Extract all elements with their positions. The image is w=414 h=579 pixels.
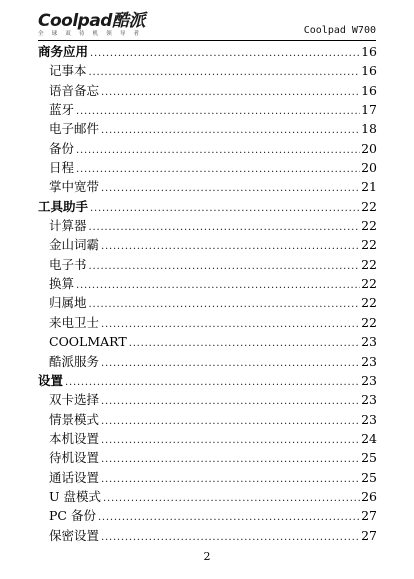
toc-page-number: 20 (361, 140, 377, 156)
toc-entry-row[interactable] (38, 448, 377, 467)
toc-page-number: 23 (361, 334, 377, 350)
toc-entry-title: 通话设置 (49, 469, 100, 485)
dot-leader (65, 373, 360, 390)
toc-entry-row[interactable] (38, 429, 377, 448)
toc-page-number: 22 (361, 198, 377, 214)
toc-entry-row[interactable] (38, 274, 377, 293)
toc-page-number: 22 (361, 295, 377, 311)
toc-entry-row[interactable] (38, 119, 377, 138)
toc-entry-row[interactable] (38, 506, 377, 525)
toc-entry-title: 商务应用 (38, 44, 89, 59)
toc-page-number: 22 (361, 314, 377, 330)
toc-entry-row[interactable] (38, 235, 377, 254)
dot-leader (101, 412, 360, 429)
table-of-contents (38, 42, 377, 545)
toc-entry-title: COOLMART (49, 334, 127, 350)
toc-entry-row[interactable] (38, 313, 377, 332)
toc-entry-row[interactable] (38, 177, 377, 196)
dot-leader (101, 431, 360, 448)
toc-entry-title: 酷派服务 (49, 353, 100, 369)
toc-page-number: 23 (361, 372, 377, 388)
toc-section-row[interactable] (38, 42, 377, 61)
toc-entry-title: 蓝牙 (49, 102, 75, 118)
toc-entry-row[interactable] (38, 293, 377, 312)
dot-leader (76, 276, 360, 293)
toc-page-number: 16 (361, 82, 377, 98)
dot-leader (101, 121, 360, 138)
toc-entry-row[interactable] (38, 61, 377, 80)
dot-leader (101, 450, 360, 467)
dot-leader (101, 315, 360, 332)
toc-entry-title: 金山词霸 (49, 237, 100, 253)
dot-leader (76, 160, 360, 177)
toc-entry-title: 记事本 (49, 63, 87, 79)
dot-leader (101, 528, 360, 545)
page-header (0, 0, 414, 44)
dot-leader (76, 102, 360, 119)
toc-entry-title: 语音备忘 (49, 82, 100, 98)
dot-leader (90, 199, 360, 216)
dot-leader (89, 257, 361, 274)
toc-page-number: 27 (361, 508, 377, 524)
dot-leader (101, 392, 360, 409)
toc-entry-row[interactable] (38, 468, 377, 487)
toc-page-number: 24 (361, 430, 377, 446)
toc-entry-title: 备份 (49, 140, 75, 156)
toc-page-number: 26 (361, 488, 377, 504)
coolpad-logo (38, 11, 145, 38)
toc-entry-title: 掌中宽带 (49, 179, 100, 195)
toc-entry-title: 电子书 (49, 256, 87, 272)
dot-leader (103, 489, 360, 506)
model-name: Coolpad W700 (303, 25, 376, 36)
toc-entry-row[interactable] (38, 390, 377, 409)
toc-section-row[interactable] (38, 371, 377, 390)
toc-entry-row[interactable] (38, 487, 377, 506)
toc-page-number: 25 (361, 469, 377, 485)
toc-entry-title: U 盘模式 (49, 488, 102, 504)
dot-leader (101, 83, 360, 100)
toc-entry-row[interactable] (38, 526, 377, 545)
toc-entry-title: 换算 (49, 276, 75, 292)
toc-page-number: 22 (361, 256, 377, 272)
toc-entry-row[interactable] (38, 100, 377, 119)
toc-entry-row[interactable] (38, 255, 377, 274)
header-rule (38, 40, 376, 41)
toc-page-number: 20 (361, 160, 377, 176)
toc-page-number: 17 (361, 102, 377, 118)
toc-entry-title: 本机设置 (49, 430, 100, 446)
logo-tagline: 全 球 双 待 机 领 导 者 (38, 31, 143, 37)
logo-text: Coolpad酷派 (38, 11, 145, 31)
toc-entry-row[interactable] (38, 139, 377, 158)
toc-page-number: 22 (361, 276, 377, 292)
toc-page-number: 23 (361, 353, 377, 369)
dot-leader (101, 179, 360, 196)
toc-page-number: 16 (361, 63, 377, 79)
toc-entry-row[interactable] (38, 332, 377, 351)
dot-leader (101, 470, 360, 487)
toc-entry-title: 来电卫士 (49, 314, 100, 330)
toc-entry-row[interactable] (38, 216, 377, 235)
dot-leader (89, 218, 361, 235)
toc-entry-row[interactable] (38, 352, 377, 371)
toc-entry-title: 设置 (38, 372, 64, 388)
toc-entry-title: 归属地 (49, 295, 87, 311)
toc-page-number: 16 (361, 44, 377, 59)
dot-leader (76, 141, 360, 158)
toc-entry-title: 情景模式 (49, 411, 100, 427)
toc-entry-row[interactable] (38, 158, 377, 177)
toc-entry-title: 待机设置 (49, 450, 100, 466)
dot-leader (129, 334, 360, 351)
dot-leader (98, 508, 360, 525)
dot-leader (101, 237, 360, 254)
page-number: 2 (203, 550, 211, 563)
toc-entry-title: 工具助手 (38, 198, 89, 214)
toc-page-number: 22 (361, 218, 377, 234)
dot-leader (101, 354, 360, 371)
toc-entry-row[interactable] (38, 410, 377, 429)
toc-entry-title: 保密设置 (49, 527, 100, 543)
toc-entry-title: 双卡选择 (49, 392, 100, 408)
toc-entry-title: 电子邮件 (49, 121, 100, 137)
toc-page-number: 23 (361, 411, 377, 427)
toc-page-number: 27 (361, 527, 377, 543)
toc-page-number: 22 (361, 237, 377, 253)
toc-page-number: 21 (361, 179, 377, 195)
toc-page-number: 25 (361, 450, 377, 466)
toc-entry-title: 计算器 (49, 218, 87, 234)
toc-section-row[interactable] (38, 197, 377, 216)
toc-entry-row[interactable] (38, 81, 377, 100)
toc-entry-title: 日程 (49, 160, 75, 176)
dot-leader (89, 295, 361, 312)
toc-entry-title: PC 备份 (49, 508, 96, 524)
dot-leader (89, 63, 361, 80)
toc-page-number: 23 (361, 392, 377, 408)
toc-page-number: 18 (361, 121, 377, 137)
dot-leader (90, 44, 360, 61)
